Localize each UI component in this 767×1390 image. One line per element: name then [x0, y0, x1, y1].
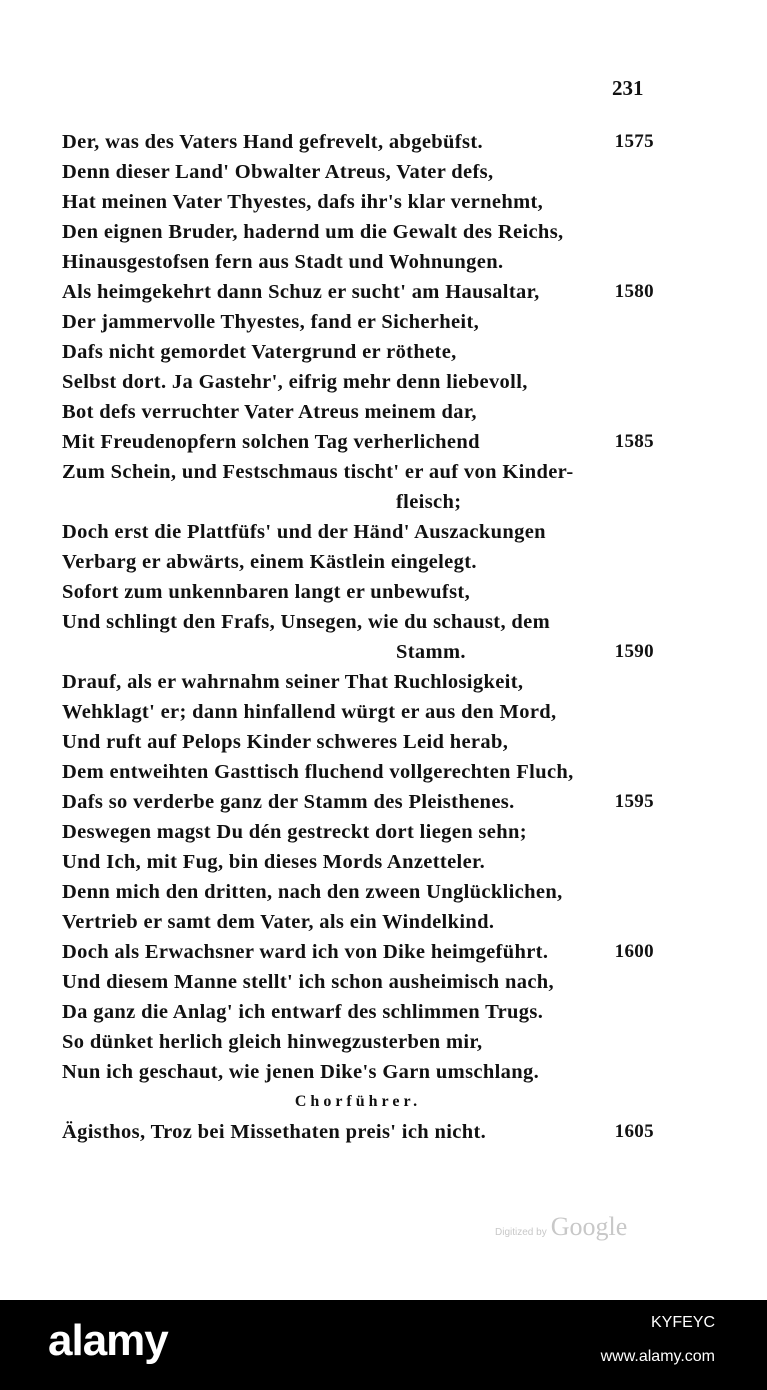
- verse-line: [62, 757, 654, 787]
- line-number: 1580: [614, 281, 654, 302]
- verse-text: Stamm.: [396, 640, 466, 663]
- digitized-by-google-watermark: [495, 1212, 627, 1242]
- verse-line: [62, 847, 654, 877]
- stock-id: KYFEYC: [650, 1314, 715, 1331]
- verse-line: [62, 907, 654, 937]
- verse-text: Deswegen magst Du dén gestreckt dort liegen sehn;: [62, 820, 527, 843]
- watermark-brand: Google: [550, 1212, 628, 1241]
- verse-line: [62, 487, 654, 517]
- verse-text: Mit Freudenopfern solchen Tag verherlichend: [62, 430, 480, 453]
- verse-line: [62, 1117, 654, 1147]
- verse-text: Wehklagt' er; dann hinfallend würgt er aus den Mord,: [62, 700, 557, 723]
- verse-text: Selbst dort. Ja Gastehr', eifrig mehr denn liebevoll,: [62, 370, 528, 393]
- verse-line: [62, 457, 654, 487]
- verse-text: fleisch;: [396, 490, 462, 513]
- page-number: 231: [612, 76, 644, 100]
- verse-text: Hat meinen Vater Thyestes, dafs ihr's klar vernehmt,: [62, 190, 544, 213]
- verse-line: [62, 1027, 654, 1057]
- verse-text: Doch als Erwachsner ward ich von Dike heimgeführt.: [62, 940, 549, 963]
- verse-line: [62, 307, 654, 337]
- verse-line: [62, 697, 654, 727]
- verse-text: Hinausgestofsen fern aus Stadt und Wohnungen.: [62, 250, 504, 273]
- verse-text: Nun ich geschaut, wie jenen Dike's Garn umschlang.: [62, 1060, 540, 1083]
- verse-line: [62, 277, 654, 307]
- verse-text: Da ganz die Anlag' ich entwarf des schlimmen Trugs.: [62, 1000, 544, 1023]
- line-number: 1595: [614, 791, 654, 812]
- verse-text: Sofort zum unkennbaren langt er unbewufst,: [62, 580, 471, 603]
- verse-line: [62, 607, 654, 637]
- verse-line: [62, 217, 654, 247]
- line-number: 1575: [614, 131, 654, 152]
- alamy-banner: [0, 1300, 767, 1390]
- verse-text: Dafs nicht gemordet Vatergrund er röthete,: [62, 340, 457, 363]
- verse-text: Der, was des Vaters Hand gefrevelt, abgebüfst.: [62, 130, 483, 153]
- line-number: 1600: [614, 941, 654, 962]
- verse-line: [62, 787, 654, 817]
- verse-text: Chorführer.: [294, 1093, 422, 1110]
- verse-text: Den eignen Bruder, hadernd um die Gewalt des Reichs,: [62, 220, 564, 243]
- verse-line: [62, 727, 654, 757]
- verse-line: [62, 577, 654, 607]
- verse-text: Dem entweihten Gasttisch fluchend vollgerechten Fluch,: [62, 760, 574, 783]
- verse-text: Drauf, als er wahrnahm seiner That Ruchlosigkeit,: [62, 670, 524, 693]
- verse-line: [62, 967, 654, 997]
- verse-text: Bot defs verruchter Vater Atreus meinem dar,: [62, 400, 477, 423]
- verse-line: [62, 667, 654, 697]
- verse-line: [62, 517, 654, 547]
- verse-line: [62, 1057, 654, 1087]
- verse-line: [62, 397, 654, 427]
- verse-line: [62, 367, 654, 397]
- line-number: 1605: [614, 1121, 654, 1142]
- verse-text: [62, 127, 654, 1147]
- line-number: 1585: [614, 431, 654, 452]
- verse-text: Und schlingt den Frafs, Unsegen, wie du schaust, dem: [62, 610, 551, 633]
- site-url: www.alamy.com: [600, 1348, 715, 1365]
- watermark-prefix: Digitized by: [495, 1227, 547, 1238]
- verse-text: Zum Schein, und Festschmaus tischt' er auf von Kinder-: [62, 460, 574, 483]
- verse-text: Denn mich den dritten, nach den zween Unglücklichen,: [62, 880, 563, 903]
- line-number: 1590: [614, 641, 654, 662]
- verse-text: Vertrieb er samt dem Vater, als ein Windelkind.: [62, 910, 495, 933]
- alamy-logo: alamy: [48, 1316, 168, 1365]
- verse-text: Doch erst die Plattfüfs' und der Händ' Auszackungen: [62, 520, 546, 543]
- verse-text: Als heimgekehrt dann Schuz er sucht' am Hausaltar,: [62, 280, 540, 303]
- verse-line: [62, 427, 654, 457]
- verse-text: Dafs so verderbe ganz der Stamm des Pleisthenes.: [62, 790, 515, 813]
- verse-text: Der jammervolle Thyestes, fand er Sicherheit,: [62, 310, 480, 333]
- verse-text: Und Ich, mit Fug, bin dieses Mords Anzetteler.: [62, 850, 486, 873]
- verse-text: Verbarg er abwärts, einem Kästlein eingelegt.: [62, 550, 477, 573]
- verse-line: [62, 187, 654, 217]
- verse-line: [62, 127, 654, 157]
- verse-text: Und diesem Manne stellt' ich schon ausheimisch nach,: [62, 970, 555, 993]
- verse-line: [62, 817, 654, 847]
- verse-text: Denn dieser Land' Obwalter Atreus, Vater defs,: [62, 160, 494, 183]
- verse-line: [62, 247, 654, 277]
- verse-line: [62, 337, 654, 367]
- verse-line: [62, 997, 654, 1027]
- verse-line: [62, 937, 654, 967]
- verse-line: [62, 157, 654, 187]
- verse-text: Und ruft auf Pelops Kinder schweres Leid herab,: [62, 730, 509, 753]
- verse-line: [62, 547, 654, 577]
- verse-line: [62, 637, 654, 667]
- verse-text: So dünket herlich gleich hinwegzusterben mir,: [62, 1030, 483, 1053]
- verse-text: Ägisthos, Troz bei Missethaten preis' ich nicht.: [62, 1120, 487, 1143]
- speaker-heading: [62, 1087, 654, 1117]
- verse-line: [62, 877, 654, 907]
